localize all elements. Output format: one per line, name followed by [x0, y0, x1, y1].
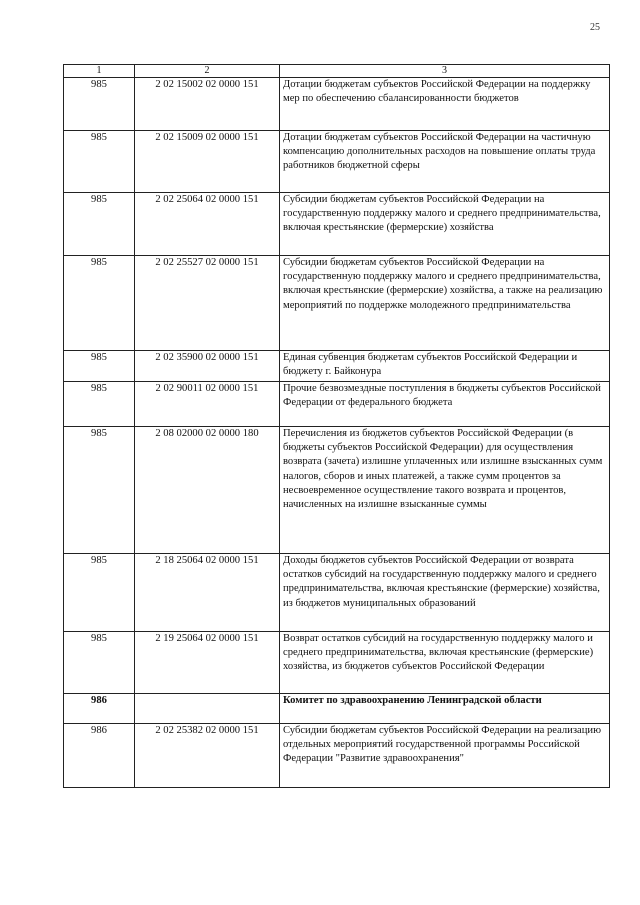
table-row — [64, 554, 610, 632]
table-row — [64, 131, 610, 193]
header-col-2: 2 — [135, 65, 280, 78]
header-row — [64, 65, 610, 78]
header-col-1: 1 — [64, 65, 135, 78]
description-cell: Дотации бюджетам субъектов Российской Федерации на частичную компенсацию дополнительных расходов на повышение оплаты труда работников бюджетной сферы — [280, 131, 610, 193]
kbk-code-cell: 2 19 25064 02 0000 151 — [135, 632, 280, 694]
page-number: 25 — [590, 22, 600, 33]
table-row — [64, 724, 610, 788]
table-row — [64, 193, 610, 256]
kbk-code-cell: 2 02 15009 02 0000 151 — [135, 131, 280, 193]
kbk-code-cell: 2 08 02000 02 0000 180 — [135, 427, 280, 554]
admin-code-cell: 985 — [64, 78, 135, 131]
description-cell: Доходы бюджетов субъектов Российской Федерации от возврата остатков субсидий на государственную поддержку малого и среднего предпринимательства, включая крестьянские (фермерские) хозяйства, из бюджетов муниципальных образований — [280, 554, 610, 632]
table-row — [64, 78, 610, 131]
kbk-code-cell: 2 02 35900 02 0000 151 — [135, 351, 280, 382]
admin-code-cell: 986 — [64, 694, 135, 724]
kbk-code-cell: 2 02 25064 02 0000 151 — [135, 193, 280, 256]
budget-classification-table — [63, 64, 610, 788]
kbk-code-cell: 2 02 90011 02 0000 151 — [135, 382, 280, 427]
kbk-code-cell: 2 02 25527 02 0000 151 — [135, 256, 280, 351]
admin-code-cell: 985 — [64, 131, 135, 193]
admin-code-cell: 985 — [64, 632, 135, 694]
table-row — [64, 351, 610, 382]
kbk-code-cell: 2 02 15002 02 0000 151 — [135, 78, 280, 131]
table-row — [64, 256, 610, 351]
table-row — [64, 427, 610, 554]
description-cell: Комитет по здравоохранению Ленинградской области — [280, 694, 610, 724]
admin-code-cell: 985 — [64, 193, 135, 256]
kbk-code-cell: 2 18 25064 02 0000 151 — [135, 554, 280, 632]
description-cell: Субсидии бюджетам субъектов Российской Федерации на государственную поддержку малого и среднего предпринимательства, включая крестьянские (фермерские) хозяйства — [280, 193, 610, 256]
kbk-code-cell — [135, 694, 280, 724]
admin-code-cell: 985 — [64, 351, 135, 382]
table-row — [64, 694, 610, 724]
table-row — [64, 382, 610, 427]
kbk-code-cell: 2 02 25382 02 0000 151 — [135, 724, 280, 788]
description-cell: Прочие безвозмездные поступления в бюджеты субъектов Российской Федерации от федерального бюджета — [280, 382, 610, 427]
description-cell: Единая субвенция бюджетам субъектов Российской Федерации и бюджету г. Байконура — [280, 351, 610, 382]
description-cell: Субсидии бюджетам субъектов Российской Федерации на государственную поддержку малого и среднего предпринимательства, включая крестьянские (фермерские) хозяйства, а также на реализацию мероприятий по поддержке молодежного предпринимательства — [280, 256, 610, 351]
description-cell: Субсидии бюджетам субъектов Российской Федерации на реализацию отдельных мероприятий государственной программы Российской Федерации "Развитие здравоохранения" — [280, 724, 610, 788]
description-cell: Возврат остатков субсидий на государственную поддержку малого и среднего предпринимательства, включая крестьянские (фермерские) хозяйства, из бюджетов субъектов Российской Федерации — [280, 632, 610, 694]
admin-code-cell: 985 — [64, 427, 135, 554]
admin-code-cell: 985 — [64, 382, 135, 427]
description-cell: Дотации бюджетам субъектов Российской Федерации на поддержку мер по обеспечению сбалансированности бюджетов — [280, 78, 610, 131]
admin-code-cell: 985 — [64, 256, 135, 351]
table-row — [64, 632, 610, 694]
description-cell: Перечисления из бюджетов субъектов Российской Федерации (в бюджеты субъектов Российской Федерации) для осуществления возврата (зачета) излишне уплаченных или излишне взысканных сумм налогов, сборов и иных платежей, а также сумм процентов за несвоевременное осуществление такого возврата и процентов, начисленных на излишне взысканные суммы — [280, 427, 610, 554]
header-col-3: 3 — [280, 65, 610, 78]
admin-code-cell: 986 — [64, 724, 135, 788]
admin-code-cell: 985 — [64, 554, 135, 632]
